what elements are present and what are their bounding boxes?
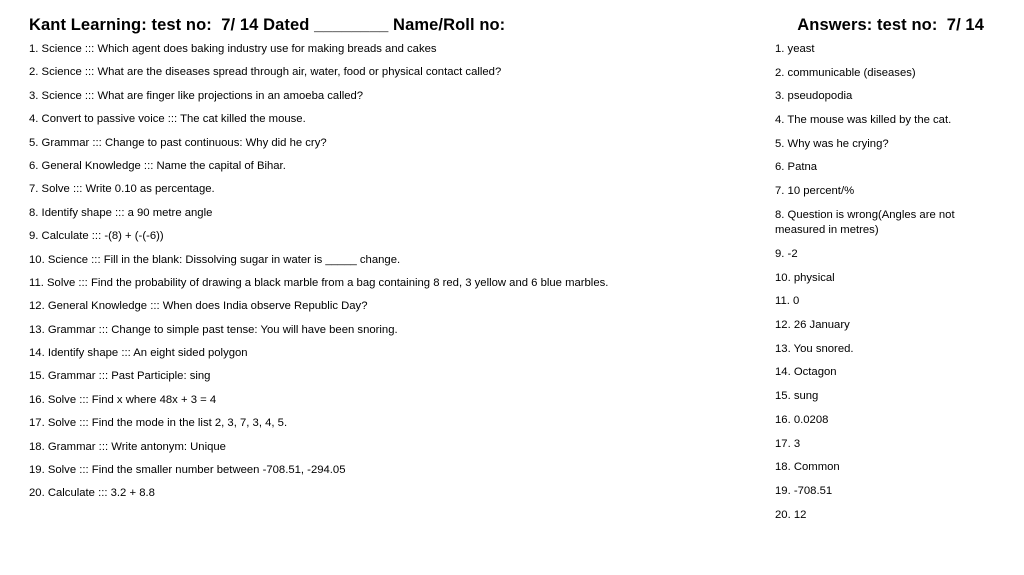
answer-item: 3. pseudopodia — [775, 90, 853, 103]
answer-item: 5. Why was he crying? — [775, 137, 889, 150]
question-item: 8. Identify shape ::: a 90 metre angle — [29, 206, 213, 219]
answer-item: 10. physical — [775, 271, 835, 284]
answer-item: 8. Question is wrong(Angles are not measured in metres) — [775, 208, 955, 237]
answer-item: 14. Octagon — [775, 366, 837, 379]
answer-item: 1. yeast — [775, 43, 815, 55]
question-item: 9. Calculate ::: -(8) + (-(-6)) — [29, 230, 164, 243]
question-item: 6. General Knowledge ::: Name the capital of Bihar. — [29, 159, 286, 172]
answer-item: 2. communicable (diseases) — [775, 66, 916, 79]
question-item: 18. Grammar ::: Write antonym: Unique — [29, 440, 226, 453]
question-item: 15. Grammar ::: Past Participle: sing — [29, 370, 211, 383]
question-item: 14. Identify shape ::: An eight sided polygon — [29, 347, 248, 360]
question-item: 3. Science ::: What are finger like projections in an amoeba called? — [29, 89, 364, 102]
answers-title: Answers: test no: 7/ 14 — [797, 16, 984, 34]
question-item: 4. Convert to passive voice ::: The cat killed the mouse. — [29, 113, 306, 126]
question-item: 19. Solve ::: Find the smaller number between -708.51, -294.05 — [29, 464, 346, 477]
answer-item: 15. sung — [775, 390, 819, 403]
test-title: Kant Learning: test no: 7/ 14 Dated ________ Name/Roll no: — [29, 16, 506, 34]
question-item: 1. Science ::: Which agent does baking industry use for making breads and cakes — [29, 43, 437, 55]
question-item: 10. Science ::: Fill in the blank: Dissolving sugar in water is _____ change. — [29, 253, 401, 266]
answer-item: 13. You snored. — [775, 342, 854, 355]
answer-item: 4. The mouse was killed by the cat. — [775, 114, 952, 127]
answer-item: 9. -2 — [775, 248, 798, 260]
answer-item: 17. 3 — [775, 437, 801, 450]
answer-item: 20. 12 — [775, 508, 807, 521]
answer-item: 18. Common — [775, 461, 840, 474]
question-item: 11. Solve ::: Find the probability of drawing a black marble from a bag containing 8 red, 3 yellow and 6 blue marbles. — [29, 276, 609, 289]
answer-item: 6. Patna — [775, 161, 818, 174]
answer-list — [775, 42, 990, 531]
question-item: 7. Solve ::: Write 0.10 as percentage. — [29, 183, 215, 196]
answer-item: 12. 26 January — [775, 319, 850, 332]
question-item: 5. Grammar ::: Change to past continuous: Why did he cry? — [29, 136, 327, 149]
question-item: 16. Solve ::: Find x where 48x + 3 = 4 — [29, 393, 217, 406]
question-item: 20. Calculate ::: 3.2 + 8.8 — [29, 487, 155, 500]
question-list — [29, 42, 729, 510]
question-item: 17. Solve ::: Find the mode in the list 2, 3, 7, 3, 4, 5. — [29, 417, 288, 430]
question-item: 12. General Knowledge ::: When does India observe Republic Day? — [29, 300, 368, 313]
answer-item: 7. 10 percent/% — [775, 185, 855, 198]
question-item: 2. Science ::: What are the diseases spread through air, water, food or physical contact called? — [29, 66, 502, 79]
question-item: 13. Grammar ::: Change to simple past tense: You will have been snoring. — [29, 323, 398, 336]
answer-item: 11. 0 — [775, 295, 800, 308]
answer-item: 19. -708.51 — [775, 484, 833, 497]
answer-item: 16. 0.0208 — [775, 413, 829, 426]
